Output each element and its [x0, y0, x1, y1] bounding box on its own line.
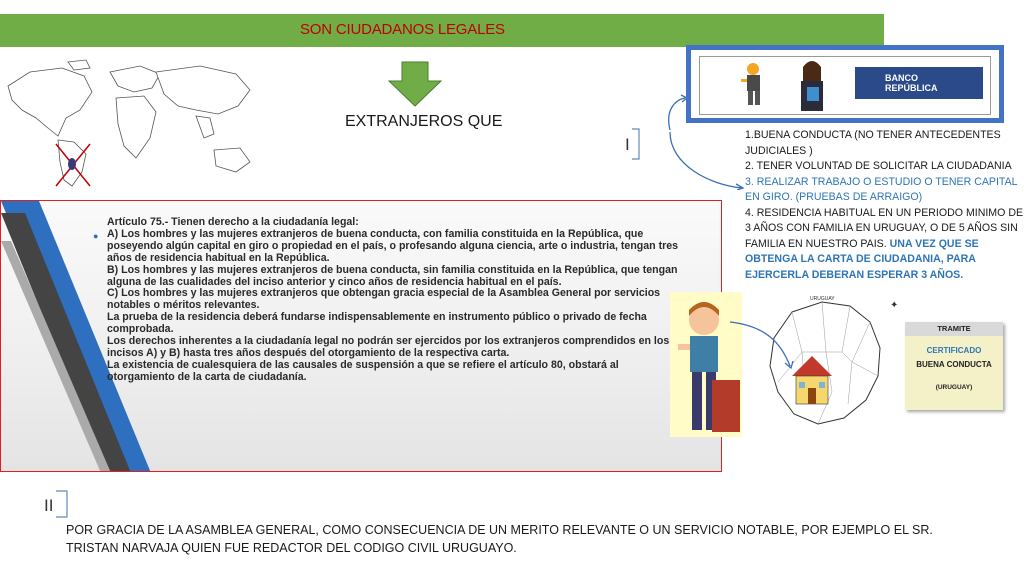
section-one-marker: I: [625, 135, 630, 154]
article-paragraph-2: Los derechos inherentes a la ciudadanía legal no podrán ser ejercidos por los extranjeros comprendidos en los incisos A) y B) hasta tres años después del otorgamiento de la respectiva carta.: [107, 335, 670, 359]
world-map-image: [0, 58, 272, 194]
tramite-footer: (URUGUAY): [935, 384, 973, 391]
tramite-certificate-card: [905, 322, 1003, 410]
requirement-4: 4. RESIDENCIA HABITUAL EN UN PERIODO MINIMO DE 3 AÑOS CON FAMILIA EN URUGUAY, O DE 5 AÑOS SIN FAMILIA EN NUESTRO PAIS. UNA VEZ QUE SE OBTENGA LA CARTA DE CIUDADANIA, PARA EJERCERLA DEBERAN ESPERAR 3 AÑOS.: [745, 206, 1024, 281]
article-heading: Artículo 75.- Tienen derecho a la ciudadanía legal:: [107, 216, 359, 228]
tramite-header: TRAMITE: [905, 322, 1003, 336]
article-clause-c: C) Los hombres y las mujeres extranjeros que obtengan gracia especial de la Asamblea General por servicios notables o méritos relevantes.: [107, 287, 661, 312]
subtitle: EXTRANJEROS QUE: [345, 113, 503, 130]
article-clause-b: B) Los hombres y las mujeres extranjeros de buena conducta, sin familia constituida en la República, que tengan alguna de las cualidades del inciso anterior y cinco años de residencia habitual en el país.: [107, 263, 678, 288]
requirement-4-note: UNA VEZ QUE SE OBTENGA LA CARTA DE CIUDADANIA, PARA EJERCERLA DEBERAN ESPERAR 3 AÑOS.: [745, 237, 979, 281]
tramite-main-text: BUENA CONDUCTA: [916, 360, 992, 369]
requirement-1: 1.BUENA CONDUCTA (NO TENER ANTECEDENTES JUDICIALES ): [745, 129, 1001, 157]
section-two-marker: II: [44, 496, 54, 515]
requirements-list: [745, 128, 1024, 283]
map-arrow-icon: [726, 318, 816, 378]
requirement-2: 2. TENER VOLUNTAD DE SOLICITAR LA CIUDADANIA: [745, 160, 1012, 172]
article-paragraph-1: La prueba de la residencia deberá fundarse indispensablemente en instrumento público o privado de fecha comprobada.: [107, 311, 647, 336]
article-75-text: [107, 217, 682, 384]
requirement-3: 3. REALIZAR TRABAJO O ESTUDIO O TENER CAPITAL EN GIRO. (PRUEBAS DE ARRAIGO): [745, 175, 1018, 203]
down-arrow-icon: [388, 61, 442, 107]
bracket-icon: [54, 490, 70, 518]
page-title: SON CIUDADANOS LEGALES: [300, 21, 505, 38]
uruguay-marker: [68, 158, 76, 170]
bottom-explanation: POR GRACIA DE LA ASAMBLEA GENERAL, COMO CONSECUENCIA DE UN MERITO RELEVANTE O UN SERVICIO NOTABLE, POR EJEMPLO EL SR. TRISTAN NARVAJA QUIEN FUE REDACTOR DEL CODIGO CIVIL URUGUAYO.: [66, 523, 933, 555]
tramite-subheader: CERTIFICADO: [926, 346, 982, 355]
student-image: [792, 57, 832, 113]
article-clause-a: A) Los hombres y las mujeres extranjeros de buena conducta, con familia constituida en la República, que poseyendo algún capital en giro o propiedad en el país, o profesando alguna ciencia, arte o industria, tengan tres años de residencia habitual en la República.: [107, 227, 678, 264]
map-title: URUGUAY: [810, 296, 835, 302]
bank-logo: BANCO REPÚBLICA: [855, 67, 983, 99]
bullet-icon: ●: [93, 231, 99, 241]
article-paragraph-3: La existencia de cualesquiera de las causales de suspensión a que se refiere el artículo 80, obstará al otorgamiento de la carta de ciudadanía.: [107, 358, 619, 383]
compass-icon: ✦: [890, 300, 899, 311]
worker-image: [738, 61, 770, 109]
work-study-capital-images: [686, 45, 1004, 123]
